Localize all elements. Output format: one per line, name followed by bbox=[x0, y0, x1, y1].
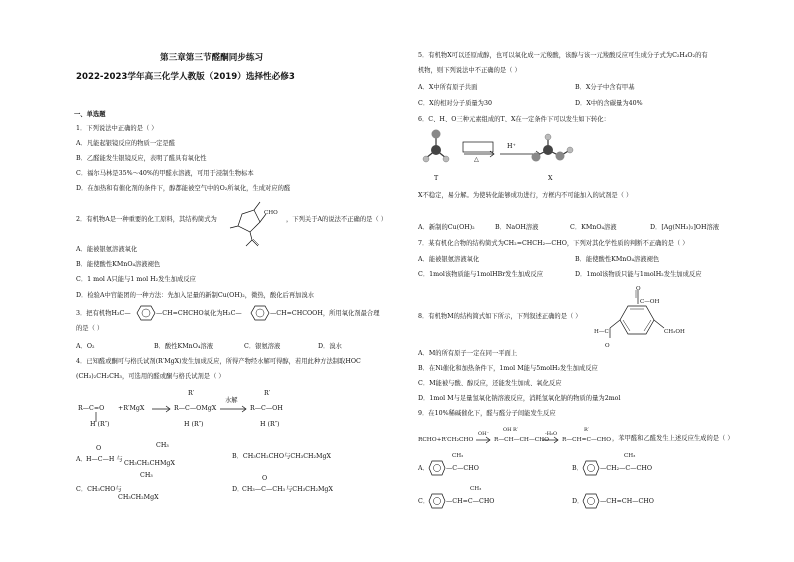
q3-option-d: D．溴水 bbox=[318, 343, 342, 350]
q8-option-c: C．M能被与酸、醇反应，还能发生加成、氧化反应 bbox=[418, 380, 562, 387]
q2-structure-label: CHO bbox=[264, 210, 278, 216]
q4-option-c-r-top: CH₃ bbox=[140, 472, 153, 479]
q3-stem-d: 的是（ ） bbox=[76, 325, 104, 332]
q8-label-ch2oh: CH₂OH bbox=[664, 329, 685, 335]
q8-option-b: B．在Ni催化和加热条件下，1mol M能与5molH₂发生加成反应 bbox=[418, 365, 598, 372]
q3-stem-b: —CH=CHCHO氧化为H₃C— bbox=[156, 310, 242, 317]
q5-option-b: B．X分子中含有甲基 bbox=[575, 84, 635, 91]
q2-structure bbox=[224, 200, 286, 248]
q5-option-c: C．X的相对分子质量为30 bbox=[418, 100, 492, 107]
q9-option-b-label: B． bbox=[572, 465, 583, 472]
q4-scheme-product-sub: H (R″) bbox=[184, 421, 204, 428]
q9-option-c-chain: —CH=C—CHO bbox=[446, 498, 495, 505]
q9-option-d-label: D． bbox=[572, 498, 584, 505]
q8-option-a: A．M的所有原子一定在同一平面上 bbox=[418, 350, 518, 357]
q7-stem: 7．某有机化合物的结构简式为CH₂=CHCH₂—CHO，下列对其化学性质的判断不正确的是（ ） bbox=[418, 240, 689, 247]
q4-stem-2: (CH₃)₂CH₂CH₃，可选用的醛或酮与格氏试剂是（ ） bbox=[76, 373, 225, 380]
page-subtitle: 2022-2023学年高三化学人教版（2019）选择性必修3 bbox=[76, 72, 295, 82]
q2-option-b: B．能使酸性KMnO₄溶液褪色 bbox=[76, 261, 161, 268]
q4-scheme-arrow-1 bbox=[152, 405, 172, 413]
q6-arrow-top: H⁺ bbox=[507, 143, 516, 150]
q9-option-c-top: CH₃ bbox=[470, 486, 482, 492]
q4-scheme-reagent: +R′MgX bbox=[118, 405, 145, 412]
q3-option-a: A．O₂ bbox=[76, 343, 95, 350]
q1-option-d: D．在加热和有催化剂的条件下，醇都能被空气中的O₂所氧化，生成对应的醛 bbox=[76, 185, 291, 192]
q2-stem: 2．有机物A是一种重要的化工原料，其结构简式为 bbox=[76, 216, 217, 223]
q7-option-b: B．能使酸性KMnO₄溶液褪色 bbox=[575, 256, 660, 263]
q4-scheme-alcohol: R—C—OH bbox=[250, 405, 283, 412]
q9-option-a-top: CH₂ bbox=[452, 453, 464, 459]
q8-option-d: D．1mol M与足量氢氧化钠溶液反应，消耗氢氧化钠的物质的量为2mol bbox=[418, 395, 621, 402]
q2-option-a: A．能被银氨溶液氧化 bbox=[76, 246, 138, 253]
q4-stem-1: 4．已知醛或酮可与格氏试剂(R′MgX)发生加成反应，所得产物经水解可得醇，若用此种方法制取HOC bbox=[76, 358, 361, 365]
q6-option-b: B．NaOH溶液 bbox=[495, 224, 539, 231]
q9-tail: ，苯甲醛和乙醛发生上述反应生成的是（ ） bbox=[612, 435, 734, 442]
q4-option-a-r-top: CH₃ bbox=[156, 442, 169, 449]
section-heading: 一、单选题 bbox=[74, 111, 106, 118]
q6-option-a: A．新制的Cu(OH)₂ bbox=[418, 224, 475, 231]
q1-option-c: C．福尔马林是35%～40%的甲醛水溶液，可用于浸制生物标本 bbox=[76, 170, 254, 177]
q4-scheme-product: R—C—OMgX bbox=[174, 405, 217, 412]
q9-option-d-chain: —CH=CH—CHO bbox=[600, 498, 654, 505]
q3-benzene-2 bbox=[250, 305, 270, 321]
q7-option-c: C．1mol该物质能与1molHBr发生加成反应 bbox=[418, 271, 544, 278]
q7-option-d: D．1mol该物质只能与1molH₂发生加成反应 bbox=[575, 271, 702, 278]
q4-option-a-r: CH₃CH₂CHMgX bbox=[124, 460, 175, 467]
q6-note: X不稳定，易分解。为使转化能够成功进行，方框内不可能加入的试剂是（ ） bbox=[418, 192, 633, 199]
q9-option-c-ring bbox=[428, 493, 446, 509]
q9-option-b-chain: —CH₂—C—CHO bbox=[600, 465, 653, 472]
q6-label-x: X bbox=[548, 175, 553, 182]
q3-benzene-1 bbox=[136, 305, 156, 321]
q8-label-hc: H—C bbox=[594, 329, 609, 335]
page-title: 第三章第三节醛酮同步练习 bbox=[160, 53, 264, 63]
q4-scheme-arrow-2 bbox=[220, 405, 248, 413]
q9-scheme-cond: -H₂O bbox=[545, 431, 558, 437]
q8-label-o-top: O bbox=[636, 286, 641, 292]
q9-scheme-b-top: OH R′ bbox=[503, 427, 518, 433]
q6-molecule-x bbox=[528, 132, 576, 172]
q1-option-b: B．乙醛能发生银镜反应，表明了醛具有氧化性 bbox=[76, 155, 207, 162]
q1-stem: 1．下列说法中正确的是（ ） bbox=[76, 125, 158, 132]
q9-scheme-c: R—CH=C—CHO bbox=[562, 437, 611, 443]
q3-stem-a: 3．把有机物H₃C— bbox=[76, 310, 131, 317]
q9-option-d-ring bbox=[582, 493, 600, 509]
q4-option-d-b: 与CH₃CH₂MgX bbox=[286, 486, 333, 493]
q7-option-a: A．能被银氨溶液氧化 bbox=[418, 256, 480, 263]
q4-scheme-arrow-label: 水解 bbox=[225, 397, 238, 404]
q4-option-b: B．CH₃CH₂CHO与CH₃CH₂MgX bbox=[232, 453, 331, 460]
q2-option-c: C．1 mol A只能与1 mol H₂发生加成反应 bbox=[76, 276, 196, 283]
q9-stem: 9．在10%稀碱催化下，醛与醛分子间能发生反应 bbox=[418, 410, 556, 417]
q5-option-a: A．X中所有原子共面 bbox=[418, 84, 478, 91]
q6-option-c: C．KMnO₄溶液 bbox=[570, 224, 617, 231]
q8-structure bbox=[600, 288, 680, 352]
q6-molecule-t bbox=[418, 128, 454, 172]
q9-scheme-arrow-1 bbox=[476, 436, 492, 444]
q9-option-a-chain: —C—CHO bbox=[446, 465, 479, 472]
q5-option-d: D．X中的含碳量为40% bbox=[575, 100, 643, 107]
q4-option-d-text: CH₃—C—CH₃ bbox=[242, 486, 286, 493]
q4-option-a-text: H—C—H 与 bbox=[86, 456, 123, 463]
q9-option-b-top: CH₃ bbox=[624, 453, 636, 459]
q2-option-d: D．检验A中官能团的一种方法：先加入足量的新制Cu(OH)₂，微热，酸化后再加溴水 bbox=[76, 292, 315, 299]
q3-option-c: C．银氨溶液 bbox=[244, 343, 281, 350]
q5-stem-1: 5．有机物X可以还原成醇，也可以氧化成一元羧酸，该醇与该一元羧酸反应可生成分子式为C₂H₄O₂的有 bbox=[418, 52, 708, 59]
q9-scheme-arrow-2 bbox=[542, 436, 560, 444]
q4-scheme-alcohol-top: R′ bbox=[264, 390, 271, 397]
q9-scheme-cat: OH⁻ bbox=[478, 431, 490, 437]
q6-arrow-bottom: △ bbox=[474, 156, 479, 163]
q5-stem-2: 机物，则下列说法中不正确的是（ ） bbox=[418, 67, 521, 74]
q9-option-c-label: C． bbox=[418, 498, 430, 505]
q6-label-t: T bbox=[434, 175, 439, 182]
q1-option-a: A．凡能起银镜反应的物质一定是醛 bbox=[76, 140, 176, 147]
q4-option-d-top: O bbox=[262, 475, 268, 482]
q9-option-b-ring bbox=[582, 460, 600, 476]
q9-option-a-ring bbox=[428, 460, 446, 476]
q4-scheme-alcohol-sub: H (R″) bbox=[260, 421, 280, 428]
q4-scheme-reactant: R—C=O bbox=[78, 405, 105, 412]
q8-stem: 8．有机物M的结构简式如下所示，下列叙述正确的是（ ） bbox=[418, 313, 582, 320]
q9-option-a-label: A． bbox=[418, 465, 429, 472]
q2-stem-tail: ，下列关于A的说法不正确的是（ ） bbox=[286, 216, 388, 223]
q4-option-a-label: A． bbox=[76, 456, 87, 463]
q8-label-cooh: C—OH bbox=[640, 299, 660, 305]
q4-scheme-bond-1 bbox=[94, 412, 98, 422]
q6-stem: 6．C、H、O三种元素组成的T、X在一定条件下可以发生如下转化： bbox=[418, 116, 610, 123]
q9-scheme-a: RCHO+R′CH₂CHO bbox=[418, 437, 474, 443]
q4-scheme-product-top: R′ bbox=[188, 390, 195, 397]
q4-option-c-a: C．CH₃CHO与 bbox=[76, 486, 122, 493]
q3-option-b: B．酸性KMnO₄溶液 bbox=[154, 343, 214, 350]
q3-stem-c: —CH=CHCOOH，所用氧化剂最合理 bbox=[270, 310, 380, 317]
q4-option-d-label: D． bbox=[232, 486, 244, 493]
q4-option-a-top: O bbox=[96, 445, 102, 452]
q4-option-c-r: CH₃CH₂MgX bbox=[118, 494, 159, 501]
q4-scheme-reactant-sub: H (R″) bbox=[90, 421, 110, 428]
q8-label-o-left: O bbox=[605, 343, 610, 349]
q6-option-d: D．[Ag(NH₃)₂]OH溶液 bbox=[650, 224, 720, 231]
q9-scheme-b: R—CH—CH—CHO bbox=[494, 437, 549, 443]
q9-scheme-c-top: R′ bbox=[584, 427, 589, 433]
